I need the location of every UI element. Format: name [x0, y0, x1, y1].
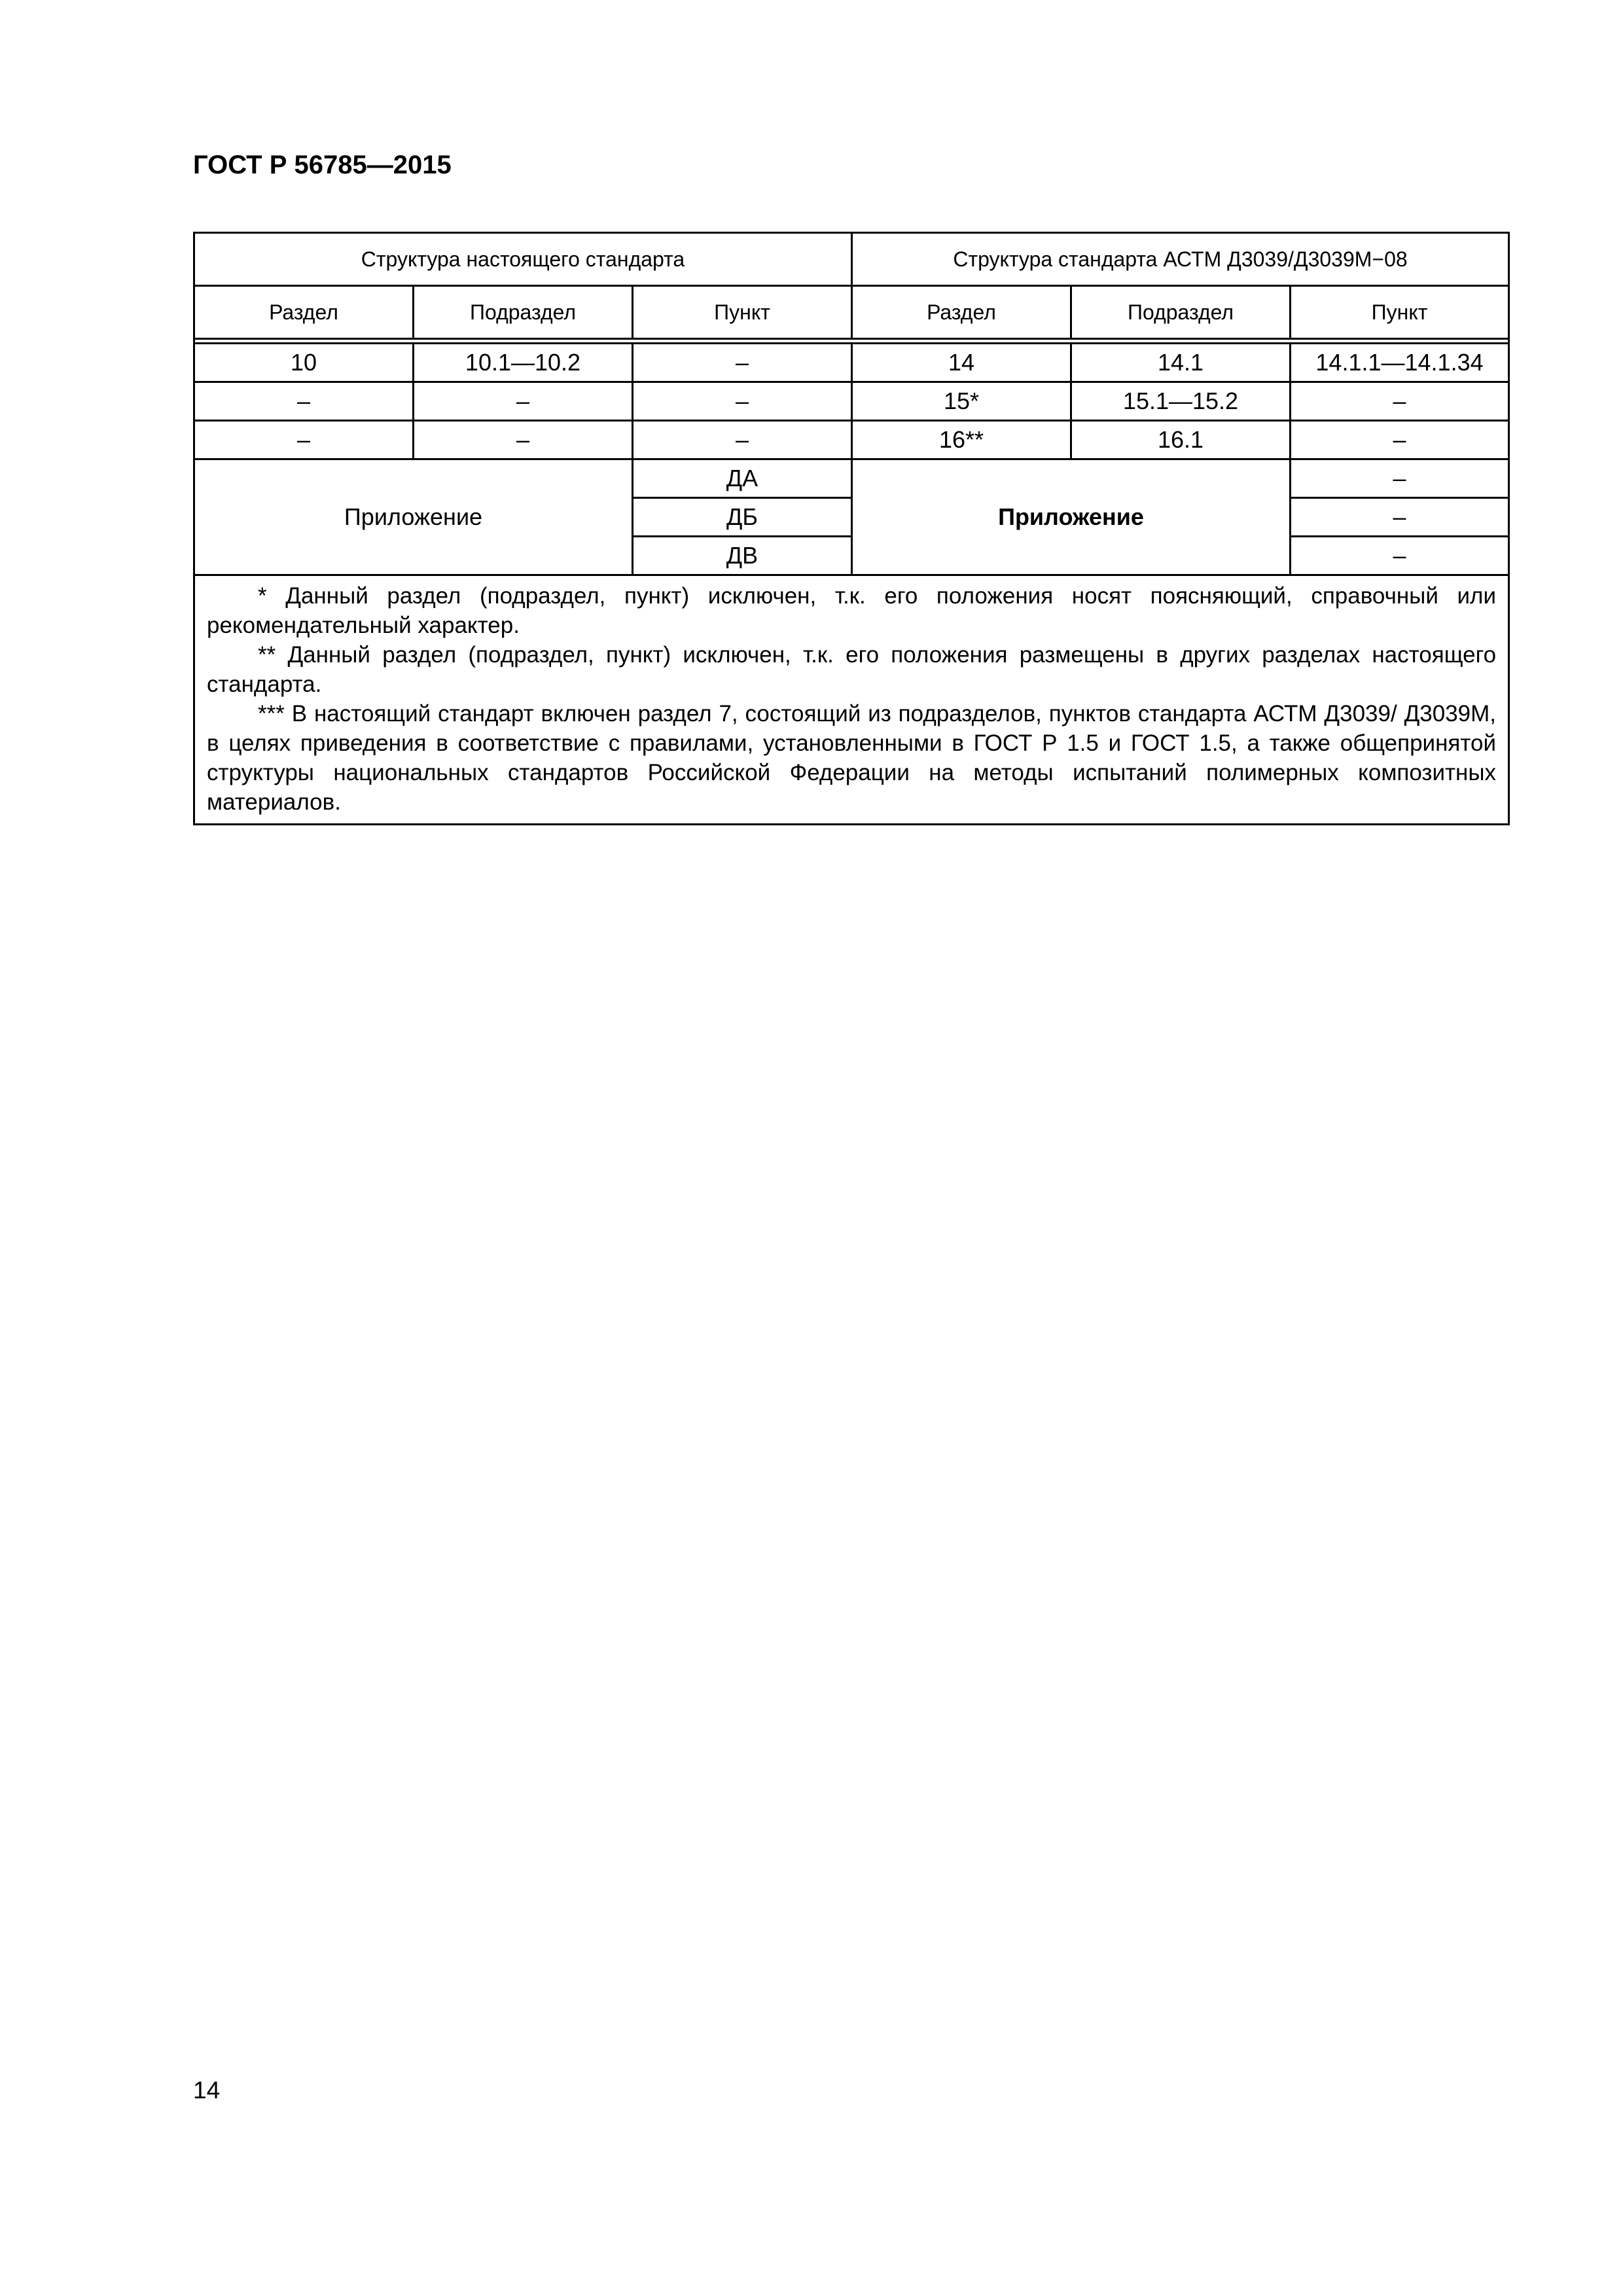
table-cell: – — [194, 382, 414, 421]
table-cell: 15.1—15.2 — [1071, 382, 1291, 421]
column-header: Пункт — [1291, 286, 1509, 339]
table-cell: – — [414, 382, 633, 421]
table-cell: 15* — [852, 382, 1071, 421]
table-cell: – — [633, 382, 852, 421]
table-cell: 16** — [852, 421, 1071, 459]
table-cell: 14.1.1—14.1.34 — [1291, 344, 1509, 382]
table-cell: 16.1 — [1071, 421, 1291, 459]
table-cell: – — [194, 421, 414, 459]
appendix-label-left: Приложение — [194, 459, 633, 575]
column-header: Раздел — [194, 286, 414, 339]
header-separator — [194, 339, 1509, 344]
column-header: Подраздел — [414, 286, 633, 339]
table-cell: – — [633, 344, 852, 382]
group-header-current-standard: Структура настоящего стандарта — [194, 233, 852, 286]
table-cell: – — [414, 421, 633, 459]
table-cell: – — [1291, 382, 1509, 421]
group-header-astm-standard: Структура стандарта АСТМ Д3039/Д3039М−08 — [852, 233, 1509, 286]
appendix-item-left: ДБ — [633, 498, 852, 537]
table-cell: 10 — [194, 344, 414, 382]
appendix-item-right: – — [1291, 537, 1509, 575]
notes-row — [194, 575, 1509, 825]
table-notes — [194, 575, 1509, 825]
table-row — [194, 421, 1509, 459]
table-cell: 14.1 — [1071, 344, 1291, 382]
table-row — [194, 344, 1509, 382]
structure-comparison-table — [193, 232, 1510, 825]
table-cell: 10.1—10.2 — [414, 344, 633, 382]
table-column-header-row — [194, 286, 1509, 339]
column-header: Раздел — [852, 286, 1071, 339]
table-row — [194, 382, 1509, 421]
appendix-item-right: – — [1291, 498, 1509, 537]
table-cell: – — [633, 421, 852, 459]
page-number: 14 — [193, 2077, 221, 2104]
footnote-1: * Данный раздел (подраздел, пункт) исключен, т.к. его положения носят поясняющий, справочный или рекомендательный характер. — [207, 583, 1497, 638]
column-header: Подраздел — [1071, 286, 1291, 339]
table-group-header-row — [194, 233, 1509, 286]
document-code: ГОСТ Р 56785—2015 — [193, 151, 452, 179]
footnote-3: *** В настоящий стандарт включен раздел 7, состоящий из подразделов, пунктов стандарта АСТМ Д3039/ Д3039М, в целях приведения в соответствие с правилами, установленными в ГОСТ Р 1.5 и ГОСТ 1.5, а также общепринятой структуры национальных стандартов Российской Федерации на методы испытаний полимерных композитных материалов. — [207, 701, 1497, 815]
appendix-label-right: Приложение — [852, 459, 1291, 575]
footnote-2: ** Данный раздел (подраздел, пункт) исключен, т.к. его положения размещены в других разделах настоящего стандарта. — [207, 642, 1497, 697]
appendix-item-right: – — [1291, 459, 1509, 498]
appendix-item-left: ДА — [633, 459, 852, 498]
table-cell: – — [1291, 421, 1509, 459]
header-separator-cell — [194, 339, 1509, 344]
appendix-row — [194, 459, 1509, 498]
table-cell: 14 — [852, 344, 1071, 382]
column-header: Пункт — [633, 286, 852, 339]
appendix-item-left: ДВ — [633, 537, 852, 575]
